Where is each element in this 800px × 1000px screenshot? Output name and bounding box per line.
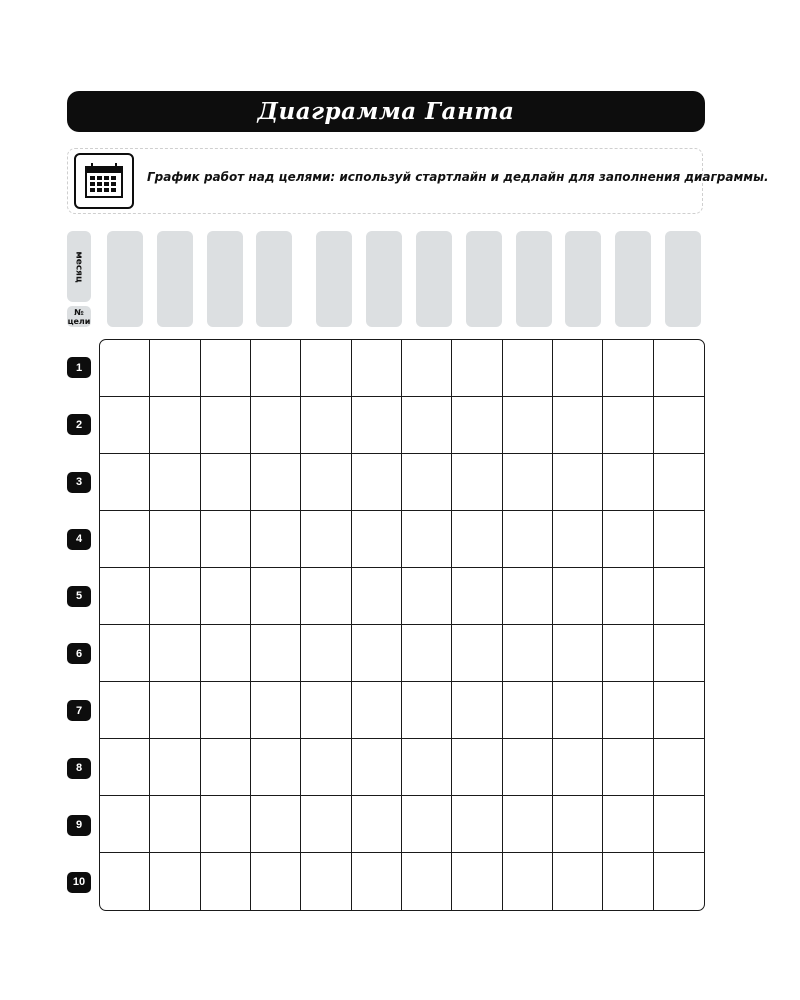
grid-cell[interactable] (150, 568, 200, 625)
grid-cell[interactable] (402, 454, 452, 511)
goal-number-badge: 1 (67, 357, 91, 378)
grid-cell[interactable] (150, 625, 200, 682)
grid-cell[interactable] (603, 796, 653, 853)
month-label (67, 231, 91, 302)
grid-cell[interactable] (251, 511, 301, 568)
grid-cell[interactable] (352, 796, 402, 853)
goal-number-badge: 5 (67, 586, 91, 607)
grid-cell[interactable] (452, 853, 502, 910)
grid-cell[interactable] (301, 625, 351, 682)
grid-cell[interactable] (251, 853, 301, 910)
goal-number-badge: 3 (67, 472, 91, 493)
grid-cell[interactable] (553, 682, 603, 739)
grid-cell[interactable] (150, 796, 200, 853)
grid-cell[interactable] (452, 796, 502, 853)
grid-cell[interactable] (100, 682, 150, 739)
goal-number-badge: 7 (67, 700, 91, 721)
grid-cell[interactable] (100, 739, 150, 796)
grid-cell[interactable] (503, 625, 553, 682)
goal-number-badge: 8 (67, 758, 91, 779)
grid-cell[interactable] (553, 796, 603, 853)
month-label-text: месяц (74, 250, 84, 283)
info-text: График работ над целями: используй стартлайн и дедлайн для заполнения диаграммы. (147, 170, 769, 184)
month-column-6[interactable] (366, 231, 402, 327)
grid-cell[interactable] (452, 511, 502, 568)
grid-cell[interactable] (654, 739, 704, 796)
grid-cell[interactable] (603, 739, 653, 796)
grid-cell[interactable] (251, 796, 301, 853)
grid-cell[interactable] (100, 625, 150, 682)
grid-cell[interactable] (100, 796, 150, 853)
grid-cell[interactable] (654, 682, 704, 739)
grid-cell[interactable] (452, 454, 502, 511)
grid-cell[interactable] (402, 397, 452, 454)
grid-cell[interactable] (553, 739, 603, 796)
grid-cell[interactable] (100, 454, 150, 511)
grid-cell[interactable] (402, 511, 452, 568)
calendar-icon (74, 153, 134, 209)
grid-cell[interactable] (654, 568, 704, 625)
grid-cell[interactable] (251, 682, 301, 739)
grid-cell[interactable] (654, 796, 704, 853)
goal-number-badge: 9 (67, 815, 91, 836)
grid-cell[interactable] (603, 454, 653, 511)
grid-cell[interactable] (201, 682, 251, 739)
goal-number-sign: № (74, 307, 84, 317)
info-box (67, 148, 769, 214)
grid-cell[interactable] (603, 625, 653, 682)
grid-cell[interactable] (100, 511, 150, 568)
grid-cell[interactable] (100, 340, 150, 397)
grid-cell[interactable] (452, 340, 502, 397)
grid-cell[interactable] (100, 397, 150, 454)
gantt-grid (99, 339, 705, 911)
grid-cell[interactable] (352, 625, 402, 682)
grid-cell[interactable] (654, 853, 704, 910)
grid-cell[interactable] (352, 454, 402, 511)
grid-cell[interactable] (301, 340, 351, 397)
grid-cell[interactable] (503, 511, 553, 568)
grid-cell[interactable] (402, 739, 452, 796)
month-column-9[interactable] (516, 231, 552, 327)
grid-cell[interactable] (352, 568, 402, 625)
grid-cell[interactable] (603, 397, 653, 454)
grid-cell[interactable] (301, 739, 351, 796)
grid-cell[interactable] (201, 739, 251, 796)
grid-cell[interactable] (301, 511, 351, 568)
title-bar (67, 91, 705, 132)
month-column-11[interactable] (615, 231, 651, 327)
grid-cell[interactable] (201, 397, 251, 454)
grid-cell[interactable] (150, 340, 200, 397)
grid-cell[interactable] (452, 682, 502, 739)
grid-cell[interactable] (503, 682, 553, 739)
goal-label-text: цели (67, 316, 91, 326)
grid-cell[interactable] (100, 568, 150, 625)
grid-cell[interactable] (352, 739, 402, 796)
grid-cell[interactable] (150, 454, 200, 511)
month-column-10[interactable] (565, 231, 601, 327)
grid-cell[interactable] (452, 568, 502, 625)
grid-cell[interactable] (503, 853, 553, 910)
grid-cell[interactable] (603, 340, 653, 397)
grid-cell[interactable] (654, 511, 704, 568)
grid-cell[interactable] (503, 796, 553, 853)
month-column-7[interactable] (416, 231, 452, 327)
month-column-5[interactable] (316, 231, 352, 327)
grid-cell[interactable] (553, 454, 603, 511)
grid-cell[interactable] (150, 853, 200, 910)
month-column-3[interactable] (207, 231, 243, 327)
grid-cell[interactable] (201, 454, 251, 511)
grid-cell[interactable] (503, 739, 553, 796)
grid-cell[interactable] (301, 568, 351, 625)
grid-cell[interactable] (352, 682, 402, 739)
grid-cell[interactable] (201, 568, 251, 625)
grid-cell[interactable] (100, 853, 150, 910)
grid-cell[interactable] (301, 454, 351, 511)
grid-cell[interactable] (251, 340, 301, 397)
grid-cell[interactable] (402, 625, 452, 682)
grid-cell[interactable] (553, 625, 603, 682)
month-column-12[interactable] (665, 231, 701, 327)
grid-cell[interactable] (503, 397, 553, 454)
grid-cell[interactable] (402, 340, 452, 397)
grid-cell[interactable] (553, 853, 603, 910)
grid-cell[interactable] (301, 397, 351, 454)
grid-cell[interactable] (452, 397, 502, 454)
grid-cell[interactable] (402, 568, 452, 625)
grid-cell[interactable] (503, 454, 553, 511)
grid-cell[interactable] (251, 739, 301, 796)
goal-number-badge: 6 (67, 643, 91, 664)
grid-cell[interactable] (251, 568, 301, 625)
month-column-8[interactable] (466, 231, 502, 327)
grid-cell[interactable] (352, 340, 402, 397)
grid-cell[interactable] (402, 796, 452, 853)
grid-cell[interactable] (201, 796, 251, 853)
grid-cell[interactable] (201, 511, 251, 568)
grid-cell[interactable] (452, 625, 502, 682)
grid-cell[interactable] (654, 454, 704, 511)
grid-cell[interactable] (553, 511, 603, 568)
month-column-2[interactable] (157, 231, 193, 327)
grid-cell[interactable] (201, 625, 251, 682)
grid-cell[interactable] (654, 397, 704, 454)
grid-cell[interactable] (201, 340, 251, 397)
grid-cell[interactable] (654, 625, 704, 682)
goal-number-badge: 2 (67, 414, 91, 435)
grid-cell[interactable] (553, 397, 603, 454)
goal-number-badge: 4 (67, 529, 91, 550)
grid-cell[interactable] (352, 853, 402, 910)
grid-cell[interactable] (251, 397, 301, 454)
grid-cell[interactable] (352, 511, 402, 568)
grid-cell[interactable] (251, 454, 301, 511)
grid-cell[interactable] (301, 682, 351, 739)
grid-cell[interactable] (503, 568, 553, 625)
page-title: Диаграмма Ганта (257, 98, 515, 125)
grid-cell[interactable] (452, 739, 502, 796)
goal-number-label (67, 306, 91, 327)
month-column-4[interactable] (256, 231, 292, 327)
grid-cell[interactable] (301, 796, 351, 853)
grid-cell[interactable] (201, 853, 251, 910)
month-column-1[interactable] (107, 231, 143, 327)
grid-cell[interactable] (301, 853, 351, 910)
grid-cell[interactable] (603, 568, 653, 625)
goal-number-badge: 10 (67, 872, 91, 893)
grid-cell[interactable] (150, 511, 200, 568)
grid-cell[interactable] (553, 568, 603, 625)
grid-cell[interactable] (150, 682, 200, 739)
grid-cell[interactable] (503, 340, 553, 397)
grid-cell[interactable] (603, 682, 653, 739)
grid-cell[interactable] (402, 853, 452, 910)
grid-cell[interactable] (603, 853, 653, 910)
grid-cell[interactable] (402, 682, 452, 739)
grid-cell[interactable] (150, 397, 200, 454)
grid-cell[interactable] (654, 340, 704, 397)
grid-cell[interactable] (603, 511, 653, 568)
grid-cell[interactable] (553, 340, 603, 397)
grid-cell[interactable] (352, 397, 402, 454)
grid-cell[interactable] (150, 739, 200, 796)
grid-cell[interactable] (251, 625, 301, 682)
